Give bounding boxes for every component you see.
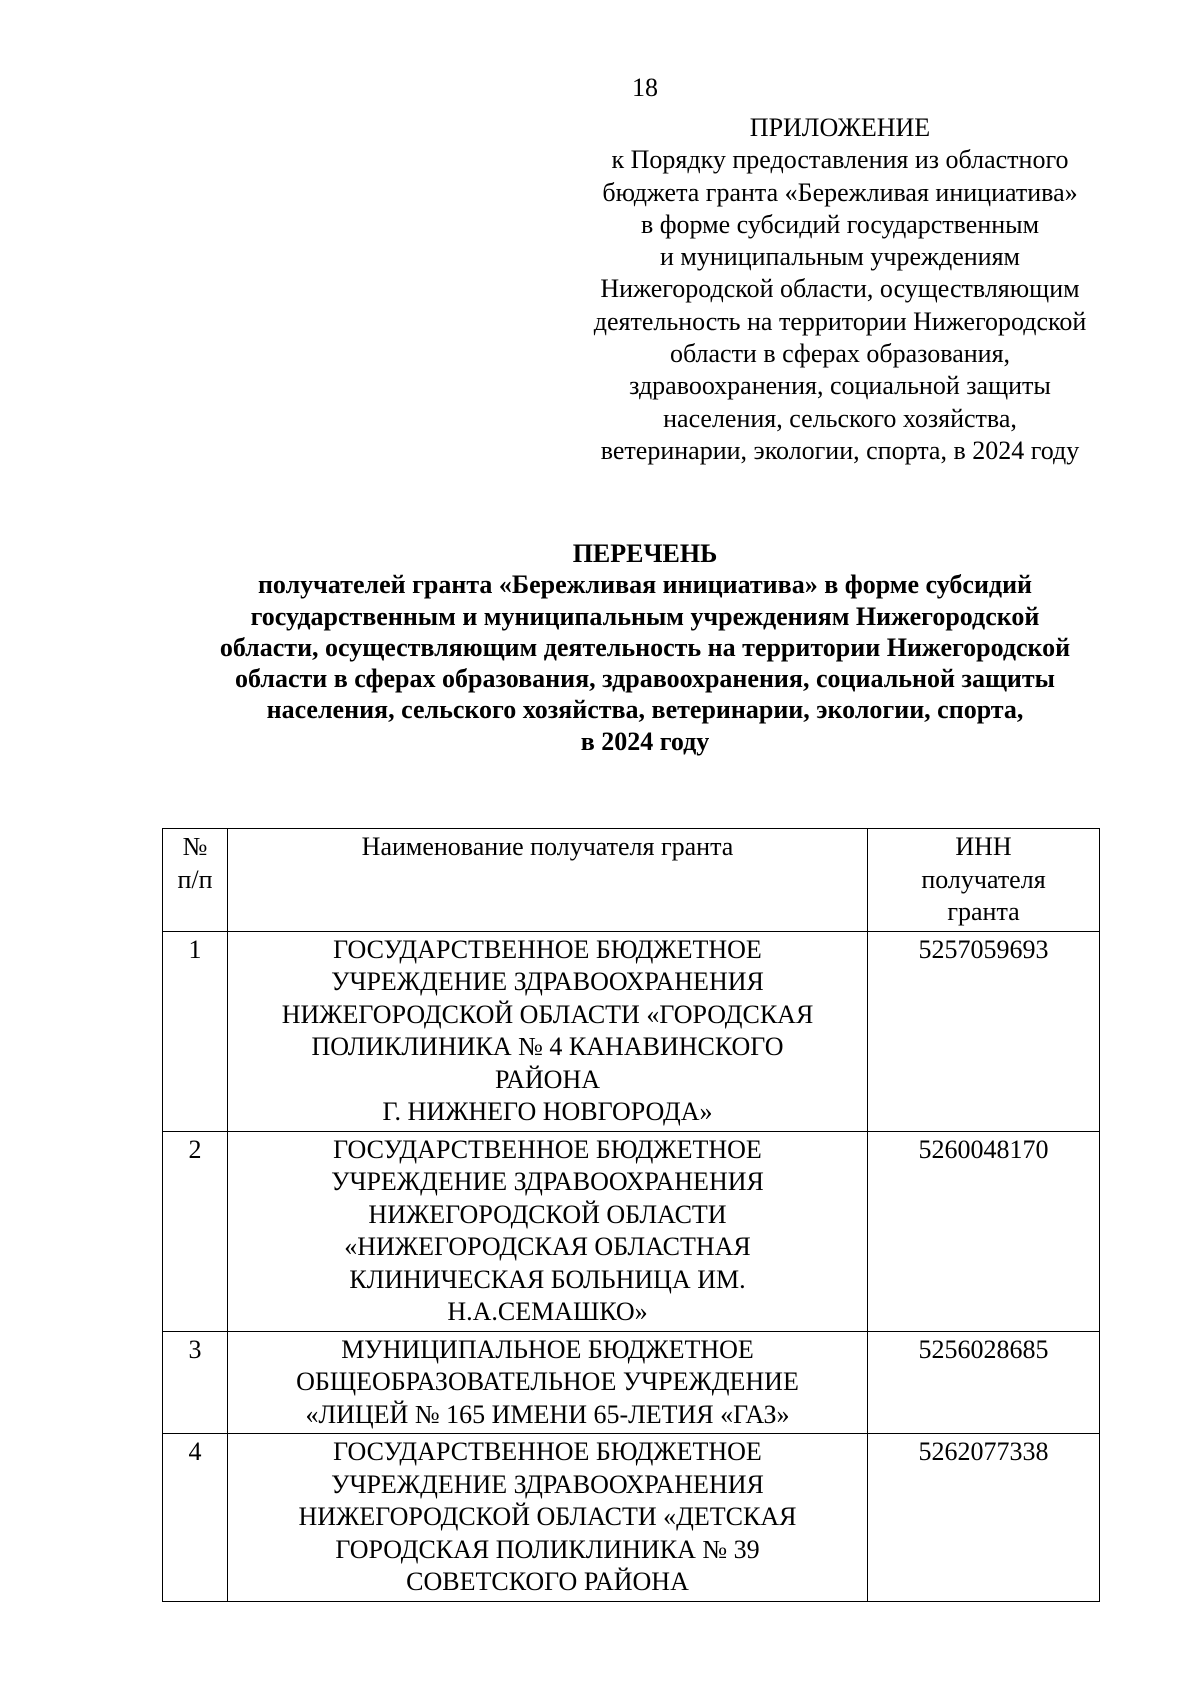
appendix-line: Нижегородской области, осуществляющим bbox=[600, 274, 1080, 304]
recipient-name-line: «ЛИЦЕЙ № 165 ИМЕНИ 65-ЛЕТИЯ «ГАЗ» bbox=[305, 1399, 790, 1429]
recipient-name-line: УЧРЕЖДЕНИЕ ЗДРАВООХРАНЕНИЯ bbox=[331, 967, 764, 996]
recipient-inn: 5256028685 bbox=[868, 1331, 1100, 1434]
recipient-name bbox=[228, 1331, 868, 1434]
recipient-name-line: ГОСУДАРСТВЕННОЕ БЮДЖЕТНОЕ bbox=[333, 934, 762, 964]
header-inn bbox=[868, 829, 1100, 932]
page-number: 18 bbox=[632, 73, 658, 102]
recipient-name-line: ГОСУДАРСТВЕННОЕ БЮДЖЕТНОЕ bbox=[333, 1437, 762, 1466]
recipient-name-line: НИЖЕГОРОДСКОЙ ОБЛАСТИ «ДЕТСКАЯ bbox=[298, 1502, 797, 1531]
recipient-inn: 5257059693 bbox=[868, 931, 1100, 1131]
title-line: государственным и муниципальным учреждениям Нижегородской bbox=[250, 601, 1040, 631]
header-name-line: Наименование получателя гранта bbox=[361, 832, 734, 861]
header-inn-line: получателя bbox=[921, 864, 1046, 894]
table-header-row bbox=[163, 829, 1100, 932]
title-line: населения, сельского хозяйства, ветеринарии, экологии, спорта, bbox=[266, 695, 1024, 725]
table-row bbox=[163, 931, 1100, 1131]
recipient-inn: 5260048170 bbox=[868, 1131, 1100, 1331]
row-number: 2 bbox=[163, 1131, 228, 1331]
table-row bbox=[163, 1131, 1100, 1331]
recipient-name-line: РАЙОНА bbox=[494, 1064, 600, 1094]
table-row bbox=[163, 1434, 1100, 1602]
recipient-name-line: Г. НИЖНЕГО НОВГОРОДА» bbox=[382, 1097, 713, 1126]
recipient-name bbox=[228, 1434, 868, 1602]
recipient-inn: 5262077338 bbox=[868, 1434, 1100, 1602]
row-number: 4 bbox=[163, 1434, 228, 1602]
document-title bbox=[100, 538, 1190, 757]
recipient-name-line: НИЖЕГОРОДСКОЙ ОБЛАСТИ «ГОРОДСКАЯ bbox=[281, 999, 814, 1029]
header-name bbox=[228, 829, 868, 932]
appendix-line: населения, сельского хозяйства, bbox=[663, 403, 1017, 433]
appendix-line: и муниципальным учреждениям bbox=[660, 242, 1020, 272]
header-inn-line: гранта bbox=[947, 897, 1020, 926]
title-heading: ПЕРЕЧЕНЬ bbox=[572, 539, 718, 568]
title-line: области, осуществляющим деятельность на территории Нижегородской bbox=[219, 632, 1071, 662]
header-number bbox=[163, 829, 228, 932]
recipient-name-line: ПОЛИКЛИНИКА № 4 КАНАВИНСКОГО bbox=[311, 1032, 784, 1061]
recipient-name-line: УЧРЕЖДЕНИЕ ЗДРАВООХРАНЕНИЯ bbox=[331, 1469, 764, 1499]
appendix-line: здравоохранения, социальной защиты bbox=[629, 371, 1051, 401]
appendix-line: ветеринарии, экологии, спорта, в 2024 году bbox=[600, 435, 1080, 465]
recipient-name-line: Н.А.СЕМАШКО» bbox=[447, 1297, 648, 1326]
appendix-line: бюджета гранта «Бережливая инициатива» bbox=[602, 177, 1078, 207]
recipient-name-line: «НИЖЕГОРОДСКАЯ ОБЛАСТНАЯ bbox=[344, 1232, 751, 1261]
title-line: получателей гранта «Бережливая инициатива» в форме субсидий bbox=[257, 570, 1033, 600]
recipient-name bbox=[228, 1131, 868, 1331]
recipient-name-line: УЧРЕЖДЕНИЕ ЗДРАВООХРАНЕНИЯ bbox=[331, 1167, 764, 1196]
recipient-name-line: ГОРОДСКАЯ ПОЛИКЛИНИКА № 39 bbox=[335, 1534, 760, 1564]
header-number-line: п/п bbox=[177, 864, 213, 894]
appendix-line: области в сферах образования, bbox=[669, 339, 1011, 369]
recipient-name-line: ГОСУДАРСТВЕННОЕ БЮДЖЕТНОЕ bbox=[333, 1134, 762, 1164]
appendix-line: к Порядку предоставления из областного bbox=[611, 145, 1069, 175]
row-number: 3 bbox=[163, 1331, 228, 1434]
header-inn-line: ИНН bbox=[955, 832, 1012, 861]
recipient-name-line: ОБЩЕОБРАЗОВАТЕЛЬНОЕ УЧРЕЖДЕНИЕ bbox=[296, 1367, 799, 1396]
recipient-name-line: КЛИНИЧЕСКАЯ БОЛЬНИЦА ИМ. bbox=[349, 1264, 746, 1294]
appendix-block bbox=[560, 112, 1120, 467]
row-number: 1 bbox=[163, 931, 228, 1131]
appendix-line: деятельность на территории Нижегородской bbox=[593, 306, 1087, 336]
title-line: области в сферах образования, здравоохранения, социальной защиты bbox=[235, 664, 1055, 694]
table-row bbox=[163, 1331, 1100, 1434]
recipient-name-line: СОВЕТСКОГО РАЙОНА bbox=[406, 1567, 689, 1596]
recipient-name bbox=[228, 931, 868, 1131]
recipient-name-line: МУНИЦИПАЛЬНОЕ БЮДЖЕТНОЕ bbox=[341, 1334, 754, 1364]
recipient-name-line: НИЖЕГОРОДСКОЙ ОБЛАСТИ bbox=[368, 1199, 727, 1229]
title-line: в 2024 году bbox=[580, 726, 710, 756]
grant-recipients-table bbox=[162, 828, 1100, 1602]
appendix-heading: ПРИЛОЖЕНИЕ bbox=[749, 113, 931, 142]
header-number-line: № bbox=[182, 832, 208, 861]
appendix-line: в форме субсидий государственным bbox=[640, 209, 1040, 239]
